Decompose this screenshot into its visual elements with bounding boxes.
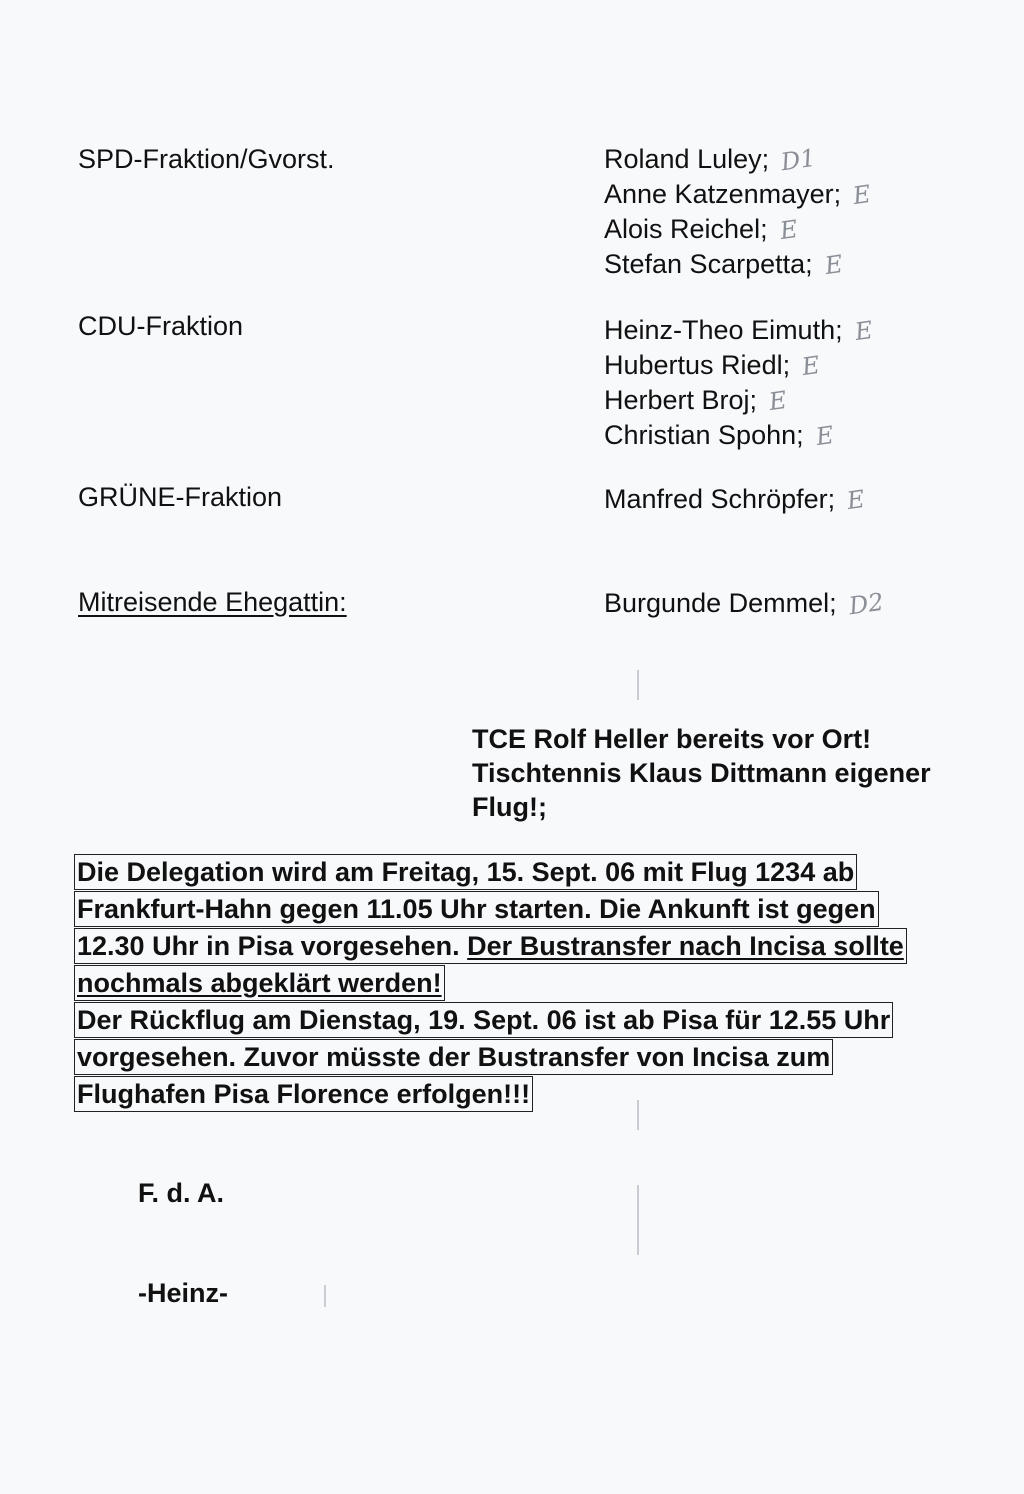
group-label-cdu: CDU-Fraktion bbox=[78, 311, 244, 341]
member-name: Alois Reichel; bbox=[604, 214, 768, 244]
member-row bbox=[604, 177, 871, 212]
member-row bbox=[604, 383, 872, 418]
member-row bbox=[604, 482, 865, 517]
scan-speck bbox=[637, 670, 639, 700]
member-name: Christian Spohn; bbox=[604, 420, 804, 450]
member-row bbox=[604, 212, 871, 247]
travel-line: Die Delegation wird am Freitag, 15. Sept. 06 mit Flug 1234 ab bbox=[74, 854, 857, 890]
travel-line: Flughafen Pisa Florence erfolgen!!! bbox=[74, 1076, 533, 1112]
member-row bbox=[604, 348, 872, 383]
handwritten-mark: D2 bbox=[846, 587, 885, 621]
member-name: Herbert Broj; bbox=[604, 385, 758, 415]
travel-line-underlined: nochmals abgeklärt werden! bbox=[74, 965, 445, 1001]
member-row bbox=[604, 142, 871, 177]
travel-paragraph bbox=[74, 854, 907, 1113]
note-line: TCE Rolf Heller bereits vor Ort! bbox=[472, 724, 872, 754]
scan-speck bbox=[637, 1100, 639, 1130]
fda-label: F. d. A. bbox=[138, 1178, 224, 1208]
handwritten-mark: E bbox=[800, 350, 822, 382]
member-list-cdu bbox=[604, 313, 875, 453]
scan-speck bbox=[324, 1285, 326, 1307]
member-name: Stefan Scarpetta; bbox=[604, 249, 813, 279]
handwritten-mark: E bbox=[851, 179, 873, 211]
group-label-spd: SPD-Fraktion/Gvorst. bbox=[78, 144, 335, 174]
travel-line: vorgesehen. Zuvor müsste der Bustransfer von Incisa zum bbox=[74, 1039, 833, 1075]
member-list-gruene bbox=[604, 482, 865, 517]
note-line: Flug!; bbox=[472, 792, 547, 822]
note-line: Tischtennis Klaus Dittmann eigener bbox=[472, 758, 931, 788]
travel-line: Der Rückflug am Dienstag, 19. Sept. 06 ist ab Pisa für 12.55 Uhr bbox=[74, 1002, 893, 1038]
group-label-spouse: Mitreisende Ehegattin: bbox=[78, 587, 347, 617]
handwritten-mark: E bbox=[813, 420, 836, 452]
member-row bbox=[604, 247, 871, 282]
member-list-spouse bbox=[604, 586, 883, 621]
scan-speck bbox=[637, 1185, 639, 1255]
handwritten-mark: E bbox=[852, 315, 875, 347]
member-name: Burgunde Demmel; bbox=[604, 588, 837, 618]
travel-line-part: 12.30 Uhr in Pisa vorgesehen. bbox=[77, 931, 468, 961]
travel-line-underlined: Der Bustransfer nach Incisa sollte bbox=[467, 931, 904, 961]
handwritten-mark: E bbox=[845, 484, 867, 516]
signature-name: -Heinz- bbox=[138, 1278, 228, 1308]
travel-line: Frankfurt-Hahn gegen 11.05 Uhr starten. Die Ankunft ist gegen bbox=[74, 891, 879, 927]
handwritten-mark: E bbox=[767, 385, 789, 417]
member-name: Heinz-Theo Eimuth; bbox=[604, 315, 843, 345]
member-row bbox=[604, 313, 875, 348]
member-row bbox=[604, 586, 883, 621]
member-name: Roland Luley; bbox=[604, 144, 770, 174]
handwritten-mark: D1 bbox=[779, 143, 818, 177]
group-label-gruene: GRÜNE-Fraktion bbox=[78, 482, 283, 512]
member-row bbox=[604, 418, 872, 453]
handwritten-mark: E bbox=[777, 214, 799, 246]
travel-line bbox=[74, 928, 907, 964]
member-name: Hubertus Riedl; bbox=[604, 350, 791, 380]
note-block bbox=[472, 722, 992, 824]
handwritten-mark: E bbox=[822, 249, 845, 281]
member-list-spd bbox=[604, 142, 871, 282]
member-name: Manfred Schröpfer; bbox=[604, 484, 836, 514]
member-name: Anne Katzenmayer; bbox=[604, 179, 842, 209]
